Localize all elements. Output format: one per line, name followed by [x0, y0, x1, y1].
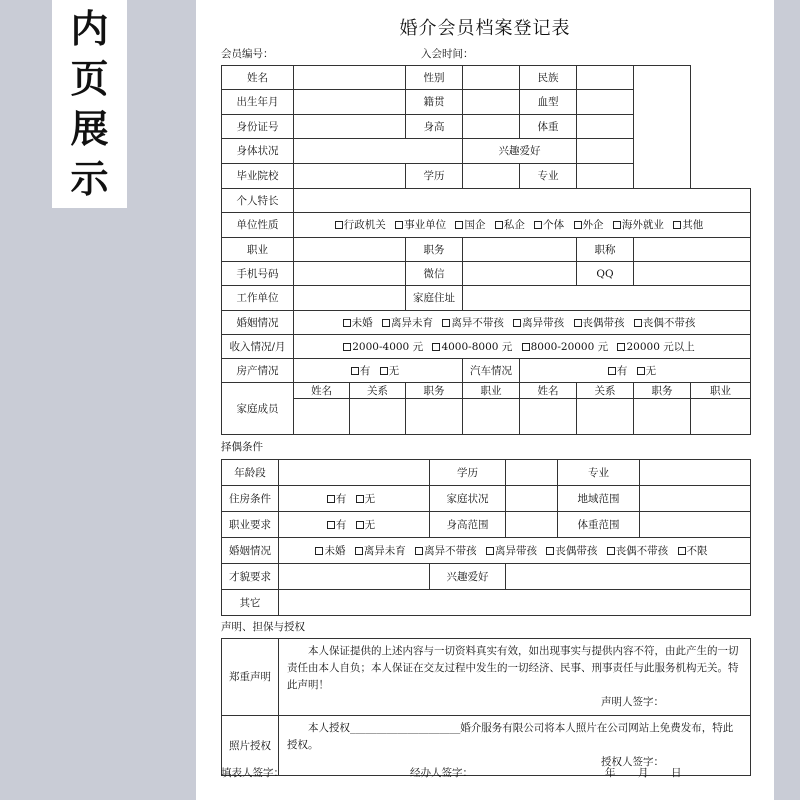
unit-option[interactable]: 国企 [455, 219, 485, 231]
position-label: 职务 [406, 238, 463, 262]
year-label: 年 [605, 767, 616, 779]
checkbox-icon [380, 367, 388, 375]
p-major-field[interactable] [640, 460, 751, 486]
handler-sign-label: 经办人签字： [410, 767, 473, 779]
housing-yes-option[interactable]: 有 [327, 493, 347, 505]
car-yes-option[interactable]: 有 [608, 365, 628, 377]
weight-field[interactable] [577, 115, 634, 139]
gender-label: 性别 [406, 66, 463, 90]
marital-option[interactable]: 丧偶不带孩 [634, 317, 696, 329]
partner-table [221, 459, 751, 616]
checkbox-icon [432, 343, 440, 351]
specialty-label: 个人特长 [222, 189, 294, 213]
height-field[interactable] [463, 115, 520, 139]
p-marital-option[interactable]: 丧偶带孩 [546, 545, 597, 557]
checkbox-icon [415, 547, 423, 555]
checkbox-icon [343, 343, 351, 351]
checkbox-icon [356, 521, 364, 529]
checkbox-icon [637, 367, 645, 375]
checkbox-icon [534, 221, 542, 229]
age-label: 年龄段 [222, 460, 279, 486]
member-no-label: 会员编号： [221, 48, 274, 60]
checkbox-icon [522, 343, 530, 351]
school-field[interactable] [294, 164, 406, 189]
p-marital-option[interactable]: 不限 [678, 545, 708, 557]
checkbox-icon [617, 343, 625, 351]
marital-option[interactable]: 丧偶带孩 [574, 317, 625, 329]
health-field[interactable] [294, 139, 463, 164]
car-label: 汽车情况 [463, 359, 520, 383]
p-marital-label: 婚姻情况 [222, 538, 279, 564]
statement-label: 郑重声明 [222, 639, 279, 716]
family-status-label: 家庭状况 [430, 486, 506, 512]
health-label: 身体状况 [222, 139, 294, 164]
declaration-section-title: 声明、担保与授权 [221, 621, 305, 633]
checkbox-icon [608, 367, 616, 375]
wechat-label: 微信 [406, 262, 463, 286]
education-label: 学历 [406, 164, 463, 189]
address-label: 家庭住址 [406, 286, 463, 311]
phone-label: 手机号码 [222, 262, 294, 286]
badge-char: 内 [70, 6, 109, 51]
family-cell[interactable] [406, 399, 463, 435]
checkbox-icon [442, 319, 450, 327]
ethnicity-label: 民族 [520, 66, 577, 90]
checkbox-icon [455, 221, 463, 229]
marital-options [294, 311, 751, 335]
checkbox-icon [634, 319, 642, 327]
p-weight-field[interactable] [640, 512, 751, 538]
job-options [279, 512, 430, 538]
badge-char: 展 [70, 106, 109, 151]
family-cell[interactable] [350, 399, 406, 435]
unit-type-label: 单位性质 [222, 213, 294, 238]
join-time-label: 入会时间： [421, 48, 474, 60]
housing-label: 住房条件 [222, 486, 279, 512]
other-field[interactable] [279, 590, 751, 616]
native-field[interactable] [463, 90, 520, 115]
house-yes-option[interactable]: 有 [351, 365, 371, 377]
form-title: 婚介会员档案登记表 [399, 18, 571, 39]
checkbox-icon [356, 495, 364, 503]
family-cell[interactable] [691, 399, 751, 435]
name-label: 姓名 [222, 66, 294, 90]
income-label: 收入情况/月 [222, 335, 294, 359]
p-education-label: 学历 [430, 460, 506, 486]
statement-cell [279, 639, 751, 716]
checkbox-icon [327, 495, 335, 503]
position-field[interactable] [463, 238, 577, 262]
checkbox-icon [574, 221, 582, 229]
id-field[interactable] [294, 115, 406, 139]
looks-label: 才貌要求 [222, 564, 279, 590]
p-marital-option[interactable]: 离异未育 [355, 545, 406, 557]
job-no-option[interactable]: 无 [356, 519, 376, 531]
checkbox-icon [315, 547, 323, 555]
p-height-label: 身高范围 [430, 512, 506, 538]
hobby-field[interactable] [577, 139, 634, 164]
unit-option[interactable]: 事业单位 [395, 219, 446, 231]
p-marital-options [279, 538, 751, 564]
p-hobby-field[interactable] [506, 564, 751, 590]
unit-option[interactable]: 其他 [673, 219, 703, 231]
checkbox-icon [678, 547, 686, 555]
p-marital-option[interactable]: 离异不带孩 [415, 545, 477, 557]
income-option[interactable]: 2000-4000 元 [343, 341, 423, 353]
checkbox-icon [395, 221, 403, 229]
car-no-option[interactable]: 无 [637, 365, 657, 377]
unit-option[interactable]: 私企 [495, 219, 525, 231]
family-cell[interactable] [294, 399, 350, 435]
occupation-label: 职业 [222, 238, 294, 262]
specialty-field[interactable] [294, 189, 751, 213]
major-field[interactable] [577, 164, 634, 189]
marital-label: 婚姻情况 [222, 311, 294, 335]
hobby-label: 兴趣爱好 [463, 139, 577, 164]
wechat-field[interactable] [463, 262, 577, 286]
personal-info-table [221, 65, 751, 435]
family-header: 职务 [634, 383, 691, 399]
qq-field[interactable] [634, 262, 751, 286]
preview-badge [52, 0, 127, 208]
family-cell[interactable] [520, 399, 577, 435]
major-label: 专业 [520, 164, 577, 189]
qq-label: QQ [577, 262, 634, 286]
unit-option[interactable]: 外企 [574, 219, 604, 231]
birth-label: 出生年月 [222, 90, 294, 115]
age-field[interactable] [279, 460, 430, 486]
checkbox-icon [382, 319, 390, 327]
housing-options [279, 486, 430, 512]
p-major-label: 专业 [558, 460, 640, 486]
other-label: 其它 [222, 590, 279, 616]
ethnicity-field[interactable] [577, 66, 634, 90]
checkbox-icon [343, 319, 351, 327]
family-cell[interactable] [634, 399, 691, 435]
weight-label: 体重 [520, 115, 577, 139]
declaration-table [221, 638, 751, 776]
job-label: 职业要求 [222, 512, 279, 538]
badge-char: 页 [70, 56, 109, 101]
marital-option[interactable]: 未婚 [343, 317, 373, 329]
region-field[interactable] [640, 486, 751, 512]
p-marital-option[interactable]: 离异带孩 [486, 545, 537, 557]
family-header: 姓名 [520, 383, 577, 399]
birth-field[interactable] [294, 90, 406, 115]
unit-option[interactable]: 个体 [534, 219, 564, 231]
p-height-field[interactable] [506, 512, 558, 538]
gender-field[interactable] [463, 66, 520, 90]
day-label: 日 [671, 767, 682, 779]
height-label: 身高 [406, 115, 463, 139]
marital-option[interactable]: 离异不带孩 [442, 317, 504, 329]
family-header: 职业 [691, 383, 751, 399]
housing-no-option[interactable]: 无 [356, 493, 376, 505]
family-header: 职业 [463, 383, 520, 399]
checkbox-icon [607, 547, 615, 555]
family-header: 姓名 [294, 383, 350, 399]
house-label: 房产情况 [222, 359, 294, 383]
checkbox-icon [495, 221, 503, 229]
badge-char: 示 [70, 156, 109, 201]
unit-option[interactable]: 海外就业 [613, 219, 664, 231]
statement-text: 本人保证提供的上述内容与一切资料真实有效，如出现事实与提供内容不符，由此产生的一切责任由本人自负；本人保证在交友过程中发生的一切经济、民事、刑事责任与此服务机构无关。特此声明！ [287, 645, 739, 691]
name-field[interactable] [294, 66, 406, 90]
marital-option[interactable]: 离异未育 [382, 317, 433, 329]
p-hobby-label: 兴趣爱好 [430, 564, 506, 590]
photo-auth-label: 照片授权 [222, 716, 279, 776]
school-label: 毕业院校 [222, 164, 294, 189]
region-label: 地域范围 [558, 486, 640, 512]
blood-field[interactable] [577, 90, 634, 115]
looks-field[interactable] [279, 564, 430, 590]
workplace-label: 工作单位 [222, 286, 294, 311]
family-cell[interactable] [577, 399, 634, 435]
unit-type-options [294, 213, 751, 238]
id-label: 身份证号 [222, 115, 294, 139]
phone-field[interactable] [294, 262, 406, 286]
filler-sign-label: 填表人签字： [221, 767, 284, 779]
income-option[interactable]: 4000-8000 元 [432, 341, 512, 353]
house-options [294, 359, 463, 383]
photo-box[interactable] [634, 66, 691, 189]
checkbox-icon [513, 319, 521, 327]
month-label: 月 [638, 767, 649, 779]
job-yes-option[interactable]: 有 [327, 519, 347, 531]
occupation-field[interactable] [294, 238, 406, 262]
form-sheet [196, 0, 774, 800]
checkbox-icon [546, 547, 554, 555]
income-options [294, 335, 751, 359]
photo-auth-sign: 授权人签字： [601, 756, 664, 768]
p-marital-option[interactable]: 丧偶不带孩 [607, 545, 669, 557]
family-status-field[interactable] [506, 486, 558, 512]
title-label: 职称 [577, 238, 634, 262]
statement-sign: 声明人签字： [601, 696, 664, 708]
car-options [520, 359, 751, 383]
family-header: 关系 [350, 383, 406, 399]
checkbox-icon [574, 319, 582, 327]
p-marital-option[interactable]: 未婚 [315, 545, 345, 557]
checkbox-icon [327, 521, 335, 529]
family-header: 关系 [577, 383, 634, 399]
native-label: 籍贯 [406, 90, 463, 115]
education-field[interactable] [463, 164, 520, 189]
house-no-option[interactable]: 无 [380, 365, 400, 377]
unit-option[interactable]: 行政机关 [335, 219, 386, 231]
income-option[interactable]: 20000 元以上 [617, 341, 694, 353]
family-header: 职务 [406, 383, 463, 399]
family-cell[interactable] [463, 399, 520, 435]
family-label: 家庭成员 [222, 383, 294, 435]
marital-option[interactable]: 离异带孩 [513, 317, 564, 329]
checkbox-icon [673, 221, 681, 229]
partner-section-title: 择偶条件 [221, 441, 263, 453]
photo-auth-text: 本人授权_____________________婚介服务有限公司将本人照片在公司网站上免费发布，特此授权。 [287, 722, 734, 751]
checkbox-icon [613, 221, 621, 229]
checkbox-icon [351, 367, 359, 375]
title-field[interactable] [634, 238, 751, 262]
checkbox-icon [335, 221, 343, 229]
blood-label: 血型 [520, 90, 577, 115]
checkbox-icon [355, 547, 363, 555]
workplace-field[interactable] [294, 286, 406, 311]
address-field[interactable] [463, 286, 751, 311]
income-option[interactable]: 8000-20000 元 [522, 341, 609, 353]
p-education-field[interactable] [506, 460, 558, 486]
checkbox-icon [486, 547, 494, 555]
p-weight-label: 体重范围 [558, 512, 640, 538]
